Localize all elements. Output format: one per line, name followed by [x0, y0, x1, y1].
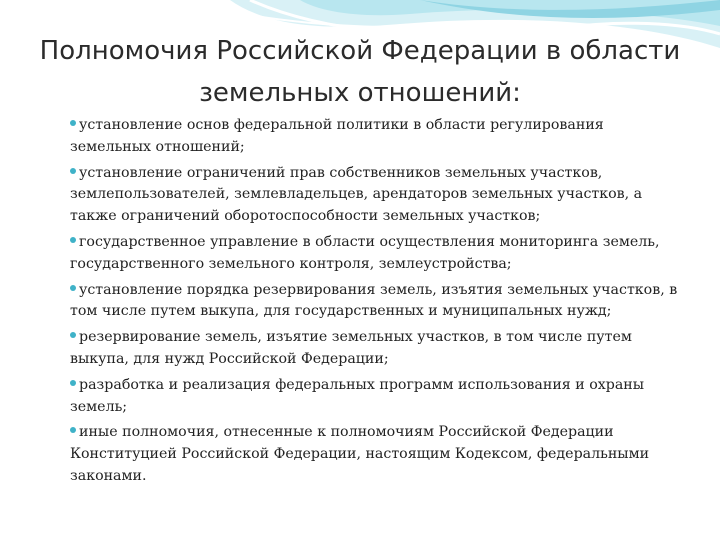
bullet-list [70, 115, 682, 492]
list-item-text: иные полномочия, отнесенные к полномочиям Российской Федерации Конституцией Российской Федерации, настоящим Кодексом, федеральными законами. [70, 424, 650, 484]
list-item-text: государственное управление в области осуществления мониторинга земель, государственного земельного контроля, землеустройства; [70, 233, 660, 272]
bullet-icon [70, 380, 76, 386]
bullet-icon [70, 237, 76, 243]
bullet-icon [70, 285, 76, 291]
list-item [70, 327, 682, 371]
list-item-text: установление ограничений прав собственников земельных участков, землепользователей, землевладельцев, арендаторов земельных участков, а также ограничений оборотоспособности земельных участков; [70, 164, 643, 225]
slide-title: Полномочия Российской Федерации в области земельных отношений: [39, 36, 681, 108]
list-item [70, 375, 682, 419]
list-item [70, 232, 682, 276]
list-item-text: разработка и реализация федеральных программ использования и охраны земель; [70, 376, 645, 415]
list-item [70, 163, 682, 228]
bullet-icon [70, 332, 76, 338]
list-item-text: резервирование земель, изъятие земельных участков, в том числе путем выкупа, для нужд Российской Федерации; [70, 329, 632, 367]
bullet-icon [70, 120, 76, 126]
bullet-icon [70, 427, 76, 433]
list-item-text: установление основ федеральной политики в области регулирования земельных отношений; [70, 117, 604, 155]
list-item [70, 280, 682, 324]
list-item [70, 422, 682, 487]
list-item [70, 115, 682, 159]
bullet-icon [70, 168, 76, 174]
list-item-text: установление порядка резервирования земель, изъятия земельных участков, в том числе путем выкупа, для государственных и муниципальных нужд; [70, 281, 678, 320]
